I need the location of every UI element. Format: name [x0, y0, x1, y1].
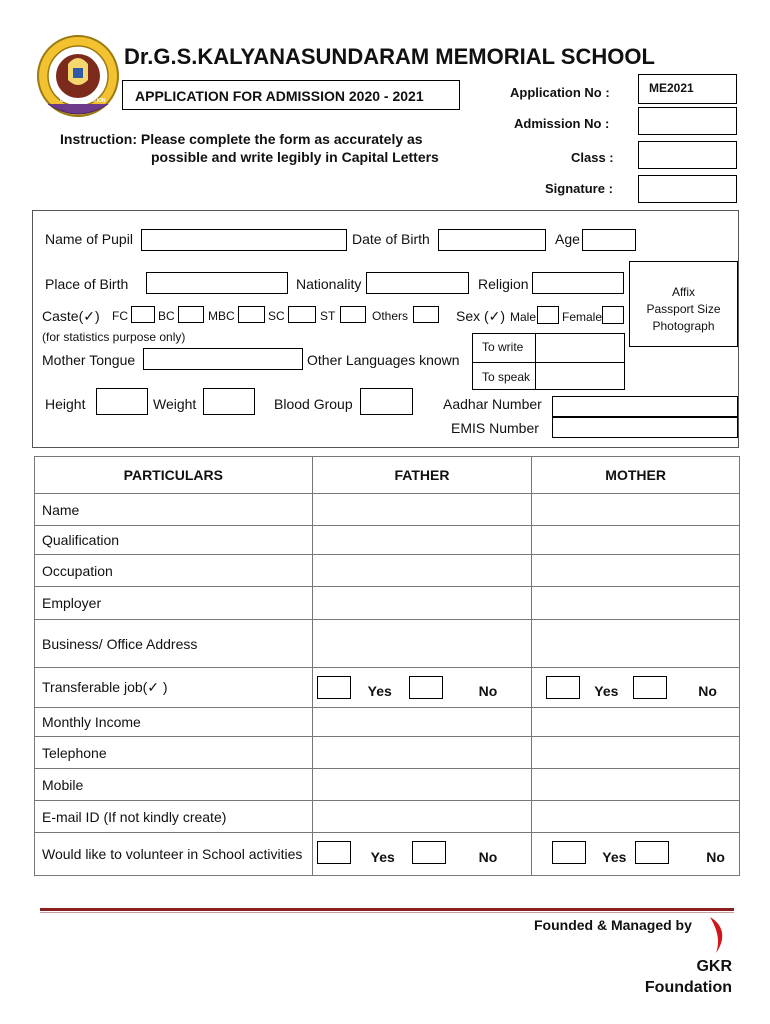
mother-cell[interactable] [532, 801, 740, 833]
father-cell[interactable] [312, 801, 532, 833]
aadhar-field[interactable] [552, 396, 738, 417]
application-no-value: ME2021 [649, 81, 694, 95]
father-cell[interactable] [312, 494, 532, 526]
weight-label: Weight [153, 396, 197, 412]
religion-field[interactable] [532, 272, 624, 294]
father-cell[interactable] [312, 708, 532, 737]
table-row [35, 769, 740, 801]
org-name-line-2: Foundation [644, 979, 732, 996]
statistics-note: (for statistics purpose only) [42, 330, 186, 344]
mother-cell[interactable] [532, 737, 740, 769]
languages-grid [472, 333, 625, 390]
mother-cell[interactable] [532, 555, 740, 587]
nationality-field[interactable] [366, 272, 469, 294]
other-languages-label: Other Languages known [307, 352, 460, 368]
father-volunteer-no-checkbox[interactable] [412, 841, 446, 864]
logo-ring-text [36, 34, 37, 35]
height-field[interactable] [96, 388, 148, 415]
mother-tongue-field[interactable] [143, 348, 303, 370]
founded-label: Founded & Managed by [534, 917, 692, 933]
row-label: E-mail ID (If not kindly create) [35, 801, 313, 833]
no-label: No [478, 683, 498, 699]
caste-mbc-checkbox[interactable] [238, 306, 265, 323]
signature-label: Signature : [545, 181, 613, 196]
mother-cell[interactable] [532, 587, 740, 620]
mother-volunteer-no-checkbox[interactable] [635, 841, 669, 864]
blood-group-field[interactable] [360, 388, 413, 415]
height-label: Height [45, 396, 86, 412]
pupil-name-field[interactable] [141, 229, 347, 251]
signature-field[interactable] [638, 175, 737, 203]
caste-fc-checkbox[interactable] [131, 306, 155, 323]
aadhar-label: Aadhar Number [443, 396, 542, 412]
school-logo [36, 34, 120, 118]
mother-transferable-no-checkbox[interactable] [633, 676, 667, 699]
class-field[interactable] [638, 141, 737, 169]
row-label: Qualification [35, 526, 313, 555]
photo-box [629, 261, 738, 347]
dob-field[interactable] [438, 229, 546, 251]
table-row [35, 494, 740, 526]
no-label: No [706, 849, 725, 865]
table-row [35, 526, 740, 555]
sex-label: Sex (✓) [456, 308, 506, 324]
no-label: No [478, 849, 498, 865]
mother-volunteer-yes-checkbox[interactable] [552, 841, 586, 864]
age-field[interactable] [582, 229, 636, 251]
mother-volunteer-cell [532, 833, 740, 876]
father-cell[interactable] [312, 769, 532, 801]
form-title: APPLICATION FOR ADMISSION 2020 - 2021 [135, 88, 424, 104]
yes-label: Yes [367, 683, 392, 699]
female-checkbox[interactable] [602, 306, 624, 324]
to-speak-label: To speak [482, 370, 531, 384]
caste-bc-checkbox[interactable] [178, 306, 204, 323]
religion-label: Religion [478, 276, 529, 292]
to-speak-field[interactable] [537, 364, 624, 388]
mother-cell[interactable] [532, 620, 740, 668]
table-row [35, 555, 740, 587]
mother-transferable-cell [532, 668, 740, 708]
row-label: Occupation [35, 555, 313, 587]
mother-cell[interactable] [532, 708, 740, 737]
emis-label: EMIS Number [451, 420, 539, 436]
table-row [35, 668, 740, 708]
caste-option-mbc: MBC [208, 309, 235, 323]
father-cell[interactable] [312, 620, 532, 668]
table-row [35, 833, 740, 876]
to-write-label: To write [482, 340, 524, 354]
place-of-birth-field[interactable] [146, 272, 288, 294]
flame-icon [704, 915, 726, 955]
blood-group-label: Blood Group [274, 396, 353, 412]
admission-no-field[interactable] [638, 107, 737, 135]
yes-label: Yes [602, 849, 627, 865]
father-transferable-yes-checkbox[interactable] [317, 676, 351, 699]
nationality-label: Nationality [296, 276, 362, 292]
father-transferable-no-checkbox[interactable] [409, 676, 443, 699]
col-header-father: FATHER [312, 457, 532, 494]
photo-line-1: Affix [671, 285, 696, 299]
father-cell[interactable] [312, 587, 532, 620]
table-row [35, 587, 740, 620]
father-transferable-cell [312, 668, 532, 708]
admission-no-label: Admission No : [514, 116, 610, 131]
caste-option-fc: FC [112, 309, 128, 323]
caste-option-bc: BC [158, 309, 175, 323]
father-volunteer-yes-checkbox[interactable] [317, 841, 351, 864]
instruction-line-1: Instruction: Please complete the form as accurately as [60, 131, 423, 147]
male-label: Male [510, 310, 537, 324]
table-row [35, 708, 740, 737]
emis-field[interactable] [552, 417, 738, 438]
footer-divider-shadow [40, 912, 734, 913]
photo-line-3: Photograph [652, 319, 715, 333]
pupil-name-label: Name of Pupil [45, 231, 133, 247]
mother-cell[interactable] [532, 526, 740, 555]
no-label: No [698, 683, 717, 699]
row-label: Transferable job(✓ ) [35, 668, 313, 708]
row-label: Mobile [35, 769, 313, 801]
org-name-line-1: GKR [696, 958, 732, 975]
class-label: Class : [571, 150, 614, 165]
col-header-mother: MOTHER [532, 457, 740, 494]
instruction-line-2: possible and write legibly in Capital Letters [151, 149, 439, 165]
father-cell[interactable] [312, 555, 532, 587]
form-title-box [122, 80, 460, 110]
photo-line-2: Passport Size [646, 302, 721, 316]
row-label: Business/ Office Address [35, 620, 313, 668]
col-header-particulars: PARTICULARS [35, 457, 313, 494]
application-no-field[interactable] [638, 74, 737, 104]
mother-cell[interactable] [532, 494, 740, 526]
caste-sc-checkbox[interactable] [288, 306, 316, 323]
caste-option-sc: SC [268, 309, 285, 323]
male-checkbox[interactable] [537, 306, 559, 324]
father-cell[interactable] [312, 526, 532, 555]
age-label: Age [555, 231, 580, 247]
dob-label: Date of Birth [352, 231, 430, 247]
yes-label: Yes [370, 849, 395, 865]
yes-label: Yes [594, 683, 619, 699]
logo-center-text: GKR FOUNDATION [60, 98, 106, 104]
parents-particulars-table [34, 456, 740, 876]
table-row [35, 801, 740, 833]
female-label: Female [562, 310, 603, 324]
table-row [35, 620, 740, 668]
footer-divider [40, 908, 734, 911]
row-label: Name [35, 494, 313, 526]
caste-option-others: Others [372, 309, 409, 323]
to-write-field[interactable] [537, 335, 624, 361]
caste-others-checkbox[interactable] [413, 306, 439, 323]
caste-option-st: ST [320, 309, 336, 323]
mother-transferable-yes-checkbox[interactable] [546, 676, 580, 699]
father-volunteer-cell [312, 833, 532, 876]
caste-st-checkbox[interactable] [340, 306, 366, 323]
caste-label: Caste(✓) [42, 308, 100, 324]
place-of-birth-label: Place of Birth [45, 276, 129, 292]
row-label: Monthly Income [35, 708, 313, 737]
father-cell[interactable] [312, 737, 532, 769]
weight-field[interactable] [203, 388, 255, 415]
table-row [35, 737, 740, 769]
row-label: Employer [35, 587, 313, 620]
school-name: Dr.G.S.KALYANASUNDARAM MEMORIAL SCHOOL [124, 44, 655, 69]
mother-cell[interactable] [532, 769, 740, 801]
application-no-label: Application No : [510, 85, 610, 100]
row-label: Would like to volunteer in School activities [35, 833, 313, 876]
mother-tongue-label: Mother Tongue [42, 352, 136, 368]
row-label: Telephone [35, 737, 313, 769]
